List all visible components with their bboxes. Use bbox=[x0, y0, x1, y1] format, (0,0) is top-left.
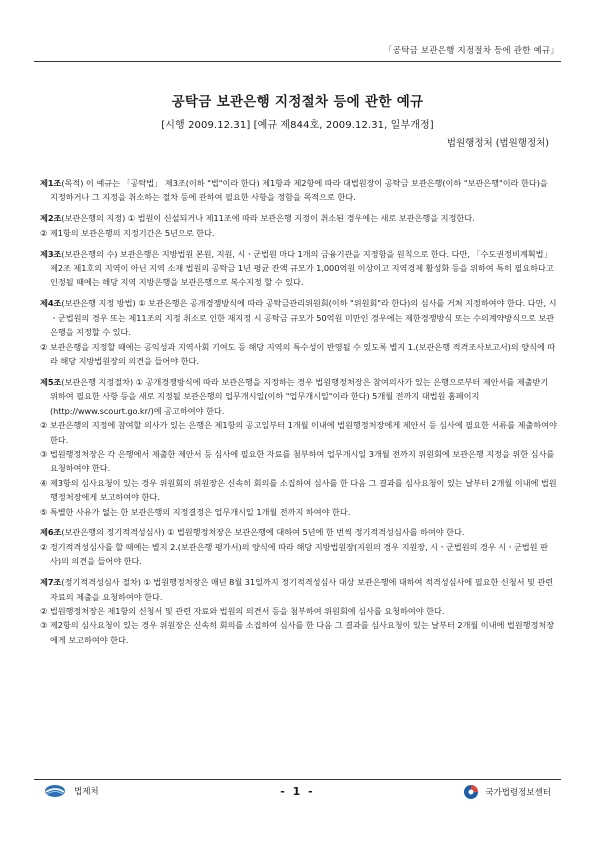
paragraph-text: (보관은행 지정 방법) ① 보관은행은 공개경쟁방식에 따라 공탁금관리위원회(이하 "위원회"라 한다)의 심사를 거쳐 지정하여야 한다. 다만, 시ㆍ군법원의 경우 또는 제11조의 지정 취소로 인한 재지정 시 공탁금 규모가 50억원 미만인 경우에는 제한경쟁방식 또는 수의계약방식으로 보관은행을 지정할 수 있다. bbox=[50, 298, 557, 338]
article-number: 제5조 bbox=[40, 376, 62, 387]
paragraph-text: (보관은행의 정기적격성심사) ① 법원행정처장은 보관은행에 대하여 5년에 한 번씩 정기적격성심사를 하여야 한다. bbox=[61, 527, 465, 538]
paragraph-text: ② 보관은행의 지정에 참여할 의사가 있는 은행은 제1항의 공고일부터 1개월 이내에 법원행정처장에게 제안서 등 심사에 필요한 서류를 제출하여야 한다. bbox=[40, 420, 557, 445]
enactment-info: [시행 2009.12.31] [예규 제844호, 2009.12.31, 일부개정] bbox=[161, 120, 434, 131]
header-rule bbox=[34, 61, 561, 62]
article-number: 제1조 bbox=[40, 178, 62, 188]
paragraph-text: (정기적격성심사 절차) ① 법원행정처장은 매년 8월 31일까지 정기적격성심사 대상 보관은행에 대하여 적격성심사에 필요한 신청서 및 관련 자료의 제출을 요청하여야 한다. bbox=[50, 577, 554, 602]
footer-right-label: 국가법령정보센터 bbox=[485, 788, 551, 798]
footer-left-label: 법제처 bbox=[74, 787, 99, 797]
article-sub-paragraph bbox=[40, 604, 557, 618]
paragraph-text: ③ 법원행정처장은 각 은행에서 제출한 제안서 등 심사에 필요한 자료를 첨부하여 업무개시일 3개월 전까지 위원회에 보관은행 지정을 위한 심사를 요청하여야 한다. bbox=[40, 448, 555, 474]
paragraph-text: ④ 제3항의 심사요청이 있는 경우 위원회의 위원장은 신속히 회의를 소집하여 심사를 한 다음 그 결과를 심사요청이 있는 날부터 2개월 이내에 법원행정처장에게 보고하여야 한다. bbox=[40, 477, 557, 503]
footer-rule bbox=[34, 779, 561, 780]
article-lead-paragraph bbox=[40, 211, 557, 225]
running-header: 「공탁금 보관은행 지정절차 등에 관한 예규」 bbox=[384, 46, 559, 56]
article-number: 제7조 bbox=[40, 577, 62, 588]
article bbox=[40, 575, 557, 647]
article-lead-paragraph bbox=[40, 525, 557, 539]
article-number: 제3조 bbox=[40, 248, 62, 259]
paragraph-text: ② 보관은행을 지정할 때에는 공익성과 지역사회 기여도 등 해당 지역의 특수성이 반영될 수 있도록 별지 1.(보관은행 적격조사보고서)의 양식에 따라 해당 지방법원장의 의견을 들어야 한다. bbox=[40, 341, 556, 366]
article-sub-paragraph bbox=[40, 340, 557, 369]
issuing-agency: 법원행정처 (법원행정처) bbox=[446, 138, 549, 149]
paragraph-text: (보관은행의 수) 보관은행은 지방법원 본원, 지원, 시ㆍ군법원 마다 1개의 금융기관을 지정함을 원칙으로 한다. 다만, 「수도권정비계획법」 제2조 제1호의 지역이 아닌 지역 소재 법원의 공탁금 1년 평균 잔액 규모가 1,000억원 이상이고 지역경제 활성화 등을 위하여 특히 필요하다고 인정될 때에는 해당 지역 지방은행을 보관은행으로 복수지정 할 수 있다. bbox=[50, 248, 554, 288]
paragraph-text: (보관은행 지정절차) ① 공개경쟁방식에 따라 보관은행을 지정하는 경우 법원행정처장은 참여의사가 있는 은행으로부터 제안서를 제출받기 위하여 필요한 사항 등을 새로 지정될 보관은행의 업무개시일(이하 "업무개시일"이라 한다) 5개월 전까지 대법원 홈페이지(http://www.scourt.go.kr/)에 공고하여야 한다. bbox=[50, 376, 549, 416]
article-sub-paragraph bbox=[40, 418, 557, 447]
article bbox=[40, 176, 557, 205]
article bbox=[40, 375, 557, 519]
article-lead-paragraph bbox=[40, 176, 557, 205]
article-lead-paragraph bbox=[40, 575, 557, 604]
article-number: 제2조 bbox=[40, 213, 62, 224]
article bbox=[40, 296, 557, 368]
articles-body bbox=[40, 176, 557, 654]
paragraph-text: ② 제1항의 보관은행의 지정기간은 5년으로 한다. bbox=[40, 227, 215, 238]
article-lead-paragraph bbox=[40, 296, 557, 339]
article-number: 제4조 bbox=[40, 298, 62, 309]
article-sub-paragraph bbox=[40, 540, 557, 569]
paragraph-text: ② 법원행정처장은 제1항의 신청서 및 관련 자료와 법원의 의견서 등을 첨부하여 위원회에 심사를 요청하여야 한다. bbox=[40, 605, 445, 616]
article bbox=[40, 211, 557, 240]
article-sub-paragraph bbox=[40, 447, 557, 476]
paragraph-text: ② 정기적격성심사를 할 때에는 별지 2.(보관은행 평가서)의 양식에 따라 해당 지방법원장(지원의 경우 지원장, 시ㆍ군법원의 경우 시ㆍ군법원 판사)의 의견을 들어야 한다. bbox=[40, 541, 548, 567]
article-number: 제6조 bbox=[40, 527, 62, 538]
paragraph-text: (보관은행의 지정) ① 법원이 신설되거나 제11조에 따라 보관은행 지정이 취소된 경우에는 새로 보관은행을 지정한다. bbox=[61, 213, 475, 224]
article-sub-paragraph bbox=[40, 476, 557, 505]
article bbox=[40, 247, 557, 290]
article bbox=[40, 525, 557, 568]
article-lead-paragraph bbox=[40, 375, 557, 418]
article-lead-paragraph bbox=[40, 247, 557, 290]
law-info-center-logo-icon bbox=[463, 784, 479, 800]
article-sub-paragraph bbox=[40, 618, 557, 647]
page-number: - 1 - bbox=[280, 785, 315, 798]
article-sub-paragraph bbox=[40, 226, 557, 240]
paragraph-text: (목적) 이 예규는 「공탁법」 제3조(이하 "법"이라 한다) 제1항과 제2항에 따라 대법원장이 공탁금 보관은행(이하 "보관은행"이라 한다)을 지정하거나 그 지정을 취소하는 절차 등에 관하여 필요한 사항을 정함을 목적으로 한다. bbox=[50, 178, 548, 203]
paragraph-text: ③ 제2항의 심사요청이 있는 경우 위원장은 신속히 회의를 소집하여 심사를 한 다음 그 결과를 심사요청이 있는 날부터 2개월 이내에 법원행정처장에게 보고하여야 한다. bbox=[40, 620, 555, 645]
paragraph-text: ⑤ 특별한 사유가 없는 한 보관은행의 지정결정은 업무개시일 1개월 전까지 하여야 한다. bbox=[40, 506, 351, 517]
footer-right bbox=[463, 784, 551, 800]
document-title: 공탁금 보관은행 지정절차 등에 관한 예규 bbox=[171, 94, 424, 110]
article-sub-paragraph bbox=[40, 505, 557, 519]
